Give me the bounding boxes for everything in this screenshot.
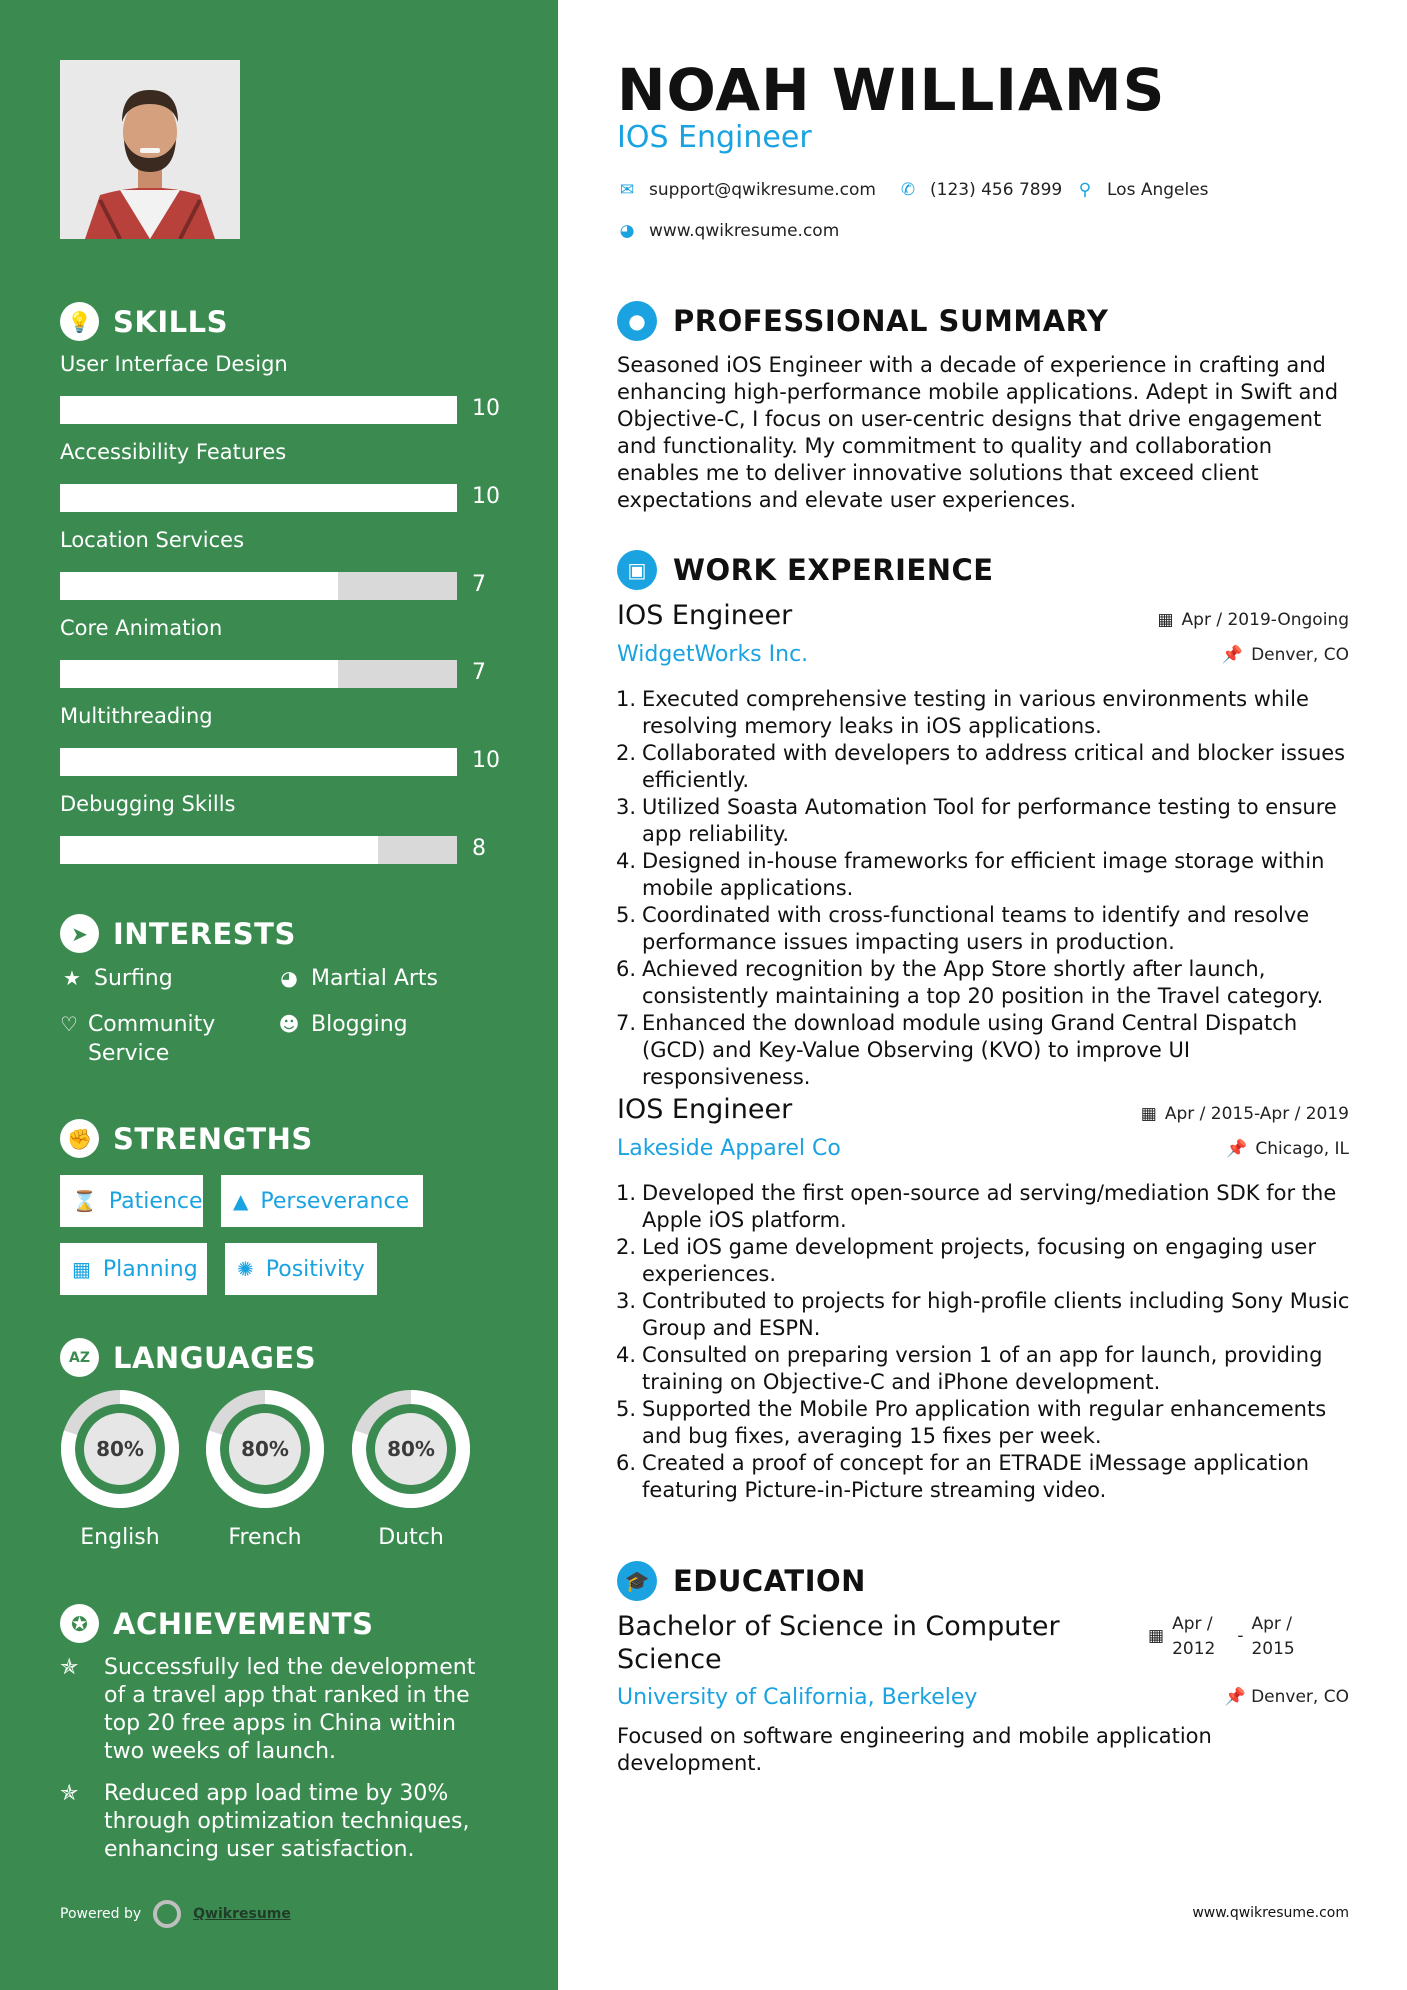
skill-name: Location Services [60,528,245,552]
skill-bar [60,484,457,512]
skill-bar [60,660,457,688]
strength-badge [221,1175,423,1227]
candidate-role: IOS Engineer [617,120,812,155]
job-title: IOS Engineer [617,1094,793,1125]
education-location [1225,1687,1349,1707]
achievement-item [60,1654,500,1766]
job-company: WidgetWorks Inc. [617,642,809,667]
bullet-item: 2. Led iOS game development projects, focusing on engaging user experiences. [610,1234,1355,1288]
job-title: IOS Engineer [617,600,793,631]
language-name: English [80,1525,160,1550]
language-name: Dutch [378,1525,444,1550]
job-location [1226,1139,1349,1159]
bullet-item: 4. Designed in-house frameworks for efficient image storage within mobile applications. [610,848,1355,902]
spinner-icon: ✺ [237,1257,254,1281]
interest-item [60,1010,240,1068]
skills-title: SKILLS [113,304,228,339]
education-start-month: Apr / [1172,1614,1213,1634]
language-percent: 80% [387,1437,435,1461]
experience-heading [617,550,994,590]
bullet-item: 6. Created a proof of concept for an ETRADE iMessage application featuring Picture-in-Picture streaming video. [610,1450,1355,1504]
education-end [1251,1612,1294,1662]
sidebar [0,0,558,1990]
hand-icon: ♡ [60,1012,78,1036]
job-company: Lakeside Apparel Co [617,1136,841,1161]
strength-badge [60,1243,207,1295]
skill-fill [60,836,378,864]
skill-fill [60,660,338,688]
language-percent: 80% [96,1437,144,1461]
powered-by [60,1900,291,1928]
job-dates [1141,1104,1349,1124]
calendar-icon: ▦ [1148,1626,1165,1646]
contact-phone[interactable] [898,180,1062,200]
star-burst-icon: ✯ [60,1781,79,1806]
experience-title: WORK EXPERIENCE [673,553,994,587]
website-text[interactable]: www.qwikresume.com [649,221,840,241]
road-icon: ▲ [233,1189,249,1213]
globe-icon: ◕ [619,221,635,241]
languages-heading [60,1338,316,1377]
bullet-item: 2. Collaborated with developers to address critical and blocker issues efficiently. [610,740,1355,794]
job-dates [1157,610,1349,630]
bullet-item: 3. Utilized Soasta Automation Tool for performance testing to ensure app reliability. [610,794,1355,848]
bullet-text: Contributed to projects for high-profile clients including Sony Music Group and ESPN. [642,1289,1350,1340]
skill-value: 7 [472,572,486,597]
summary-text: Seasoned iOS Engineer with a decade of experience in crafting and enhancing high-performance mobile applications. Adept in Swift and Objective-C, I focus on user-centric designs that drive engagement and functionality. My commitment to quality and collaboration enables me to deliver innovative solutions that exceed client expectations and elevate user experiences. [617,353,1339,512]
phone-text[interactable]: (123) 456 7899 [930,180,1063,200]
education-description: Focused on software engineering and mobile application development. [617,1724,1212,1775]
contact-website[interactable] [617,221,839,241]
skill-value: 7 [472,660,486,685]
star-icon: ★ [63,966,81,990]
phone-icon: ✆ [900,180,916,200]
paper-plane-icon: ➤ [60,914,99,953]
briefcase-icon: ▣ [617,550,657,590]
contact-location [1075,180,1209,200]
job-location-text: Denver, CO [1251,645,1349,665]
skill-value: 10 [472,396,500,421]
language-percent: 80% [241,1437,289,1461]
education-start [1172,1612,1215,1662]
calendar-icon: ▦ [1157,610,1174,630]
bullet-item: 5. Supported the Mobile Pro application with regular enhancements and bug fixes, averaging 15 fixes per week. [610,1396,1355,1450]
bullet-text: Coordinated with cross-functional teams to identify and resolve performance issues impacting users in production. [642,903,1310,954]
interest-label: Martial Arts [311,966,439,991]
interest-item [60,964,173,993]
pushpin-icon: 📌 [1226,1139,1248,1159]
location-text: Los Angeles [1107,180,1209,200]
education-university: University of California, Berkeley [617,1685,978,1710]
pushpin-icon: 📌 [1221,645,1244,665]
interest-label: Community Service [87,1012,216,1066]
bullet-text: Supported the Mobile Pro application with regular enhancements and bug fixes, averaging 15 fixes per week. [642,1397,1327,1448]
user-icon: ● [617,301,657,341]
interest-item [277,1010,408,1039]
achievement-text: Reduced app load time by 30% through optimization techniques, enhancing user satisfaction. [104,1781,470,1862]
trophy-star-icon: ✪ [60,1604,99,1643]
education-end-month: Apr / [1251,1614,1293,1634]
bullet-item: 1. Developed the first open-source ad serving/mediation SDK for the Apple iOS platform. [610,1180,1355,1234]
calendar-icon: ▦ [72,1257,91,1281]
strength-label: Patience [108,1188,203,1214]
education-start-year: 2012 [1172,1639,1216,1659]
graduation-cap-icon: 🎓 [617,1561,657,1601]
interest-label: Blogging [311,1012,408,1037]
language-item [351,1389,471,1550]
skill-value: 10 [472,748,500,773]
job-location [1222,645,1349,665]
language-item [60,1389,180,1550]
bullet-item: 7. Enhanced the download module using Grand Central Dispatch (GCD) and Key-Value Observing (KVO) to improve UI responsiveness. [610,1010,1355,1091]
bullet-text: Led iOS game development projects, focusing on engaging user experiences. [642,1235,1316,1286]
bullet-text: Executed comprehensive testing in various environments while resolving memory leaks in iOS applications. [642,687,1309,738]
skill-item [60,704,500,773]
skill-bar [60,396,457,424]
strength-label: Positivity [265,1256,365,1282]
education-end-year: 2015 [1251,1639,1295,1659]
skill-fill [60,748,457,776]
skill-value: 10 [472,484,500,509]
achievements-title: ACHIEVEMENTS [113,1606,374,1641]
pushpin-icon: 📌 [1224,1687,1246,1707]
contact-email[interactable] [617,180,876,200]
bullet-item: 4. Consulted on preparing version 1 of an app for launch, providing training on Objective-C and iPhone development. [610,1342,1355,1396]
strength-label: Perseverance [260,1188,410,1214]
strength-badge [225,1243,377,1295]
bullet-text: Achieved recognition by the App Store shortly after launch, consistently maintaining a top 20 position in the Travel category. [642,957,1324,1008]
language-item [205,1389,325,1550]
profile-photo [60,60,240,239]
powered-by-label: Powered by [60,1906,142,1922]
calendar-icon: ▦ [1140,1104,1157,1124]
qwikresume-logo-icon [153,1900,181,1928]
education-degree: Bachelor of Science in Computer Science [617,1611,1060,1675]
job-dates-text: Apr / 2015-Apr / 2019 [1164,1104,1349,1124]
skill-item [60,792,500,861]
skill-value: 8 [472,836,486,861]
education-dash: - [1237,1626,1244,1646]
skill-item [60,528,500,597]
bullet-item: 3. Contributed to projects for high-profile clients including Sony Music Group and ESPN. [610,1288,1355,1342]
bullet-text: Developed the first open-source ad serving/mediation SDK for the Apple iOS platform. [642,1181,1337,1232]
fist-icon: ✊ [60,1119,99,1158]
skill-fill [60,572,338,600]
bullet-text: Designed in-house frameworks for efficient image storage within mobile applications. [642,849,1325,900]
strengths-title: STRENGTHS [113,1121,313,1156]
education-dates [1148,1612,1295,1662]
translate-icon: AZ [60,1338,99,1377]
education-title: EDUCATION [673,1564,866,1598]
strength-label: Planning [102,1256,198,1282]
education-heading [617,1561,866,1601]
interest-label: Surfing [94,966,173,991]
job-dates-text: Apr / 2019-Ongoing [1181,610,1349,630]
skill-item [60,616,500,685]
group-icon: ☻ [278,1012,300,1036]
envelope-icon: ✉ [619,180,635,200]
interests-title: INTERESTS [113,916,296,951]
education-location-text: Denver, CO [1251,1687,1349,1707]
bullet-text: Enhanced the download module using Grand Central Dispatch (GCD) and Key-Value Observing (KVO) to improve UI responsiveness. [642,1011,1298,1089]
interest-item [277,964,438,993]
job-bullets [610,1180,1355,1504]
summary-title: PROFESSIONAL SUMMARY [673,304,1109,338]
languages-title: LANGUAGES [113,1340,317,1375]
skill-name: User Interface Design [60,352,288,376]
hourglass-icon: ⌛ [72,1189,97,1213]
footer-url[interactable]: www.qwikresume.com [1192,1905,1349,1921]
candidate-name: NOAH WILLIAMS [617,56,1166,124]
skill-item [60,440,500,509]
qwikresume-link[interactable]: Qwikresume [193,1906,291,1922]
bullet-item: 1. Executed comprehensive testing in various environments while resolving memory leaks in iOS applications. [610,686,1355,740]
skill-fill [60,396,457,424]
bullet-item: 5. Coordinated with cross-functional teams to identify and resolve performance issues impacting users in production. [610,902,1355,956]
lightbulb-icon: 💡 [60,302,99,341]
skills-heading [60,302,228,341]
star-burst-icon: ✯ [60,1655,79,1680]
email-text[interactable]: support@qwikresume.com [649,180,876,200]
skill-bar [60,748,457,776]
bullet-text: Collaborated with developers to address critical and blocker issues efficiently. [642,741,1346,792]
skill-name: Debugging Skills [60,792,236,816]
strengths-heading [60,1119,313,1158]
skill-name: Multithreading [60,704,213,728]
interests-heading [60,914,296,953]
bullet-text: Created a proof of concept for an ETRADE iMessage application featuring Picture-in-Picture streaming video. [642,1451,1310,1502]
skill-name: Core Animation [60,616,223,640]
globe-icon: ◕ [280,966,298,990]
bullet-text: Utilized Soasta Automation Tool for performance testing to ensure app reliability. [642,795,1337,846]
bullet-item: 6. Achieved recognition by the App Store shortly after launch, consistently maintaining a top 20 position in the Travel category. [610,956,1355,1010]
bullet-text: Consulted on preparing version 1 of an app for launch, providing training on Objective-C and iPhone development. [642,1343,1323,1394]
job-location-text: Chicago, IL [1255,1139,1349,1159]
skill-item [60,352,500,421]
strength-badge [60,1175,203,1227]
achievement-text: Successfully led the development of a travel app that ranked in the top 20 free apps in China within two weeks of launch. [104,1655,476,1764]
skill-fill [60,484,457,512]
skill-bar [60,836,457,864]
summary-heading [617,301,1108,341]
language-name: French [228,1525,302,1550]
skill-name: Accessibility Features [60,440,287,464]
map-pin-icon: ⚲ [1078,180,1092,200]
achievement-item [60,1780,500,1864]
achievements-heading [60,1604,373,1643]
job-bullets [610,686,1355,1091]
skill-bar [60,572,457,600]
